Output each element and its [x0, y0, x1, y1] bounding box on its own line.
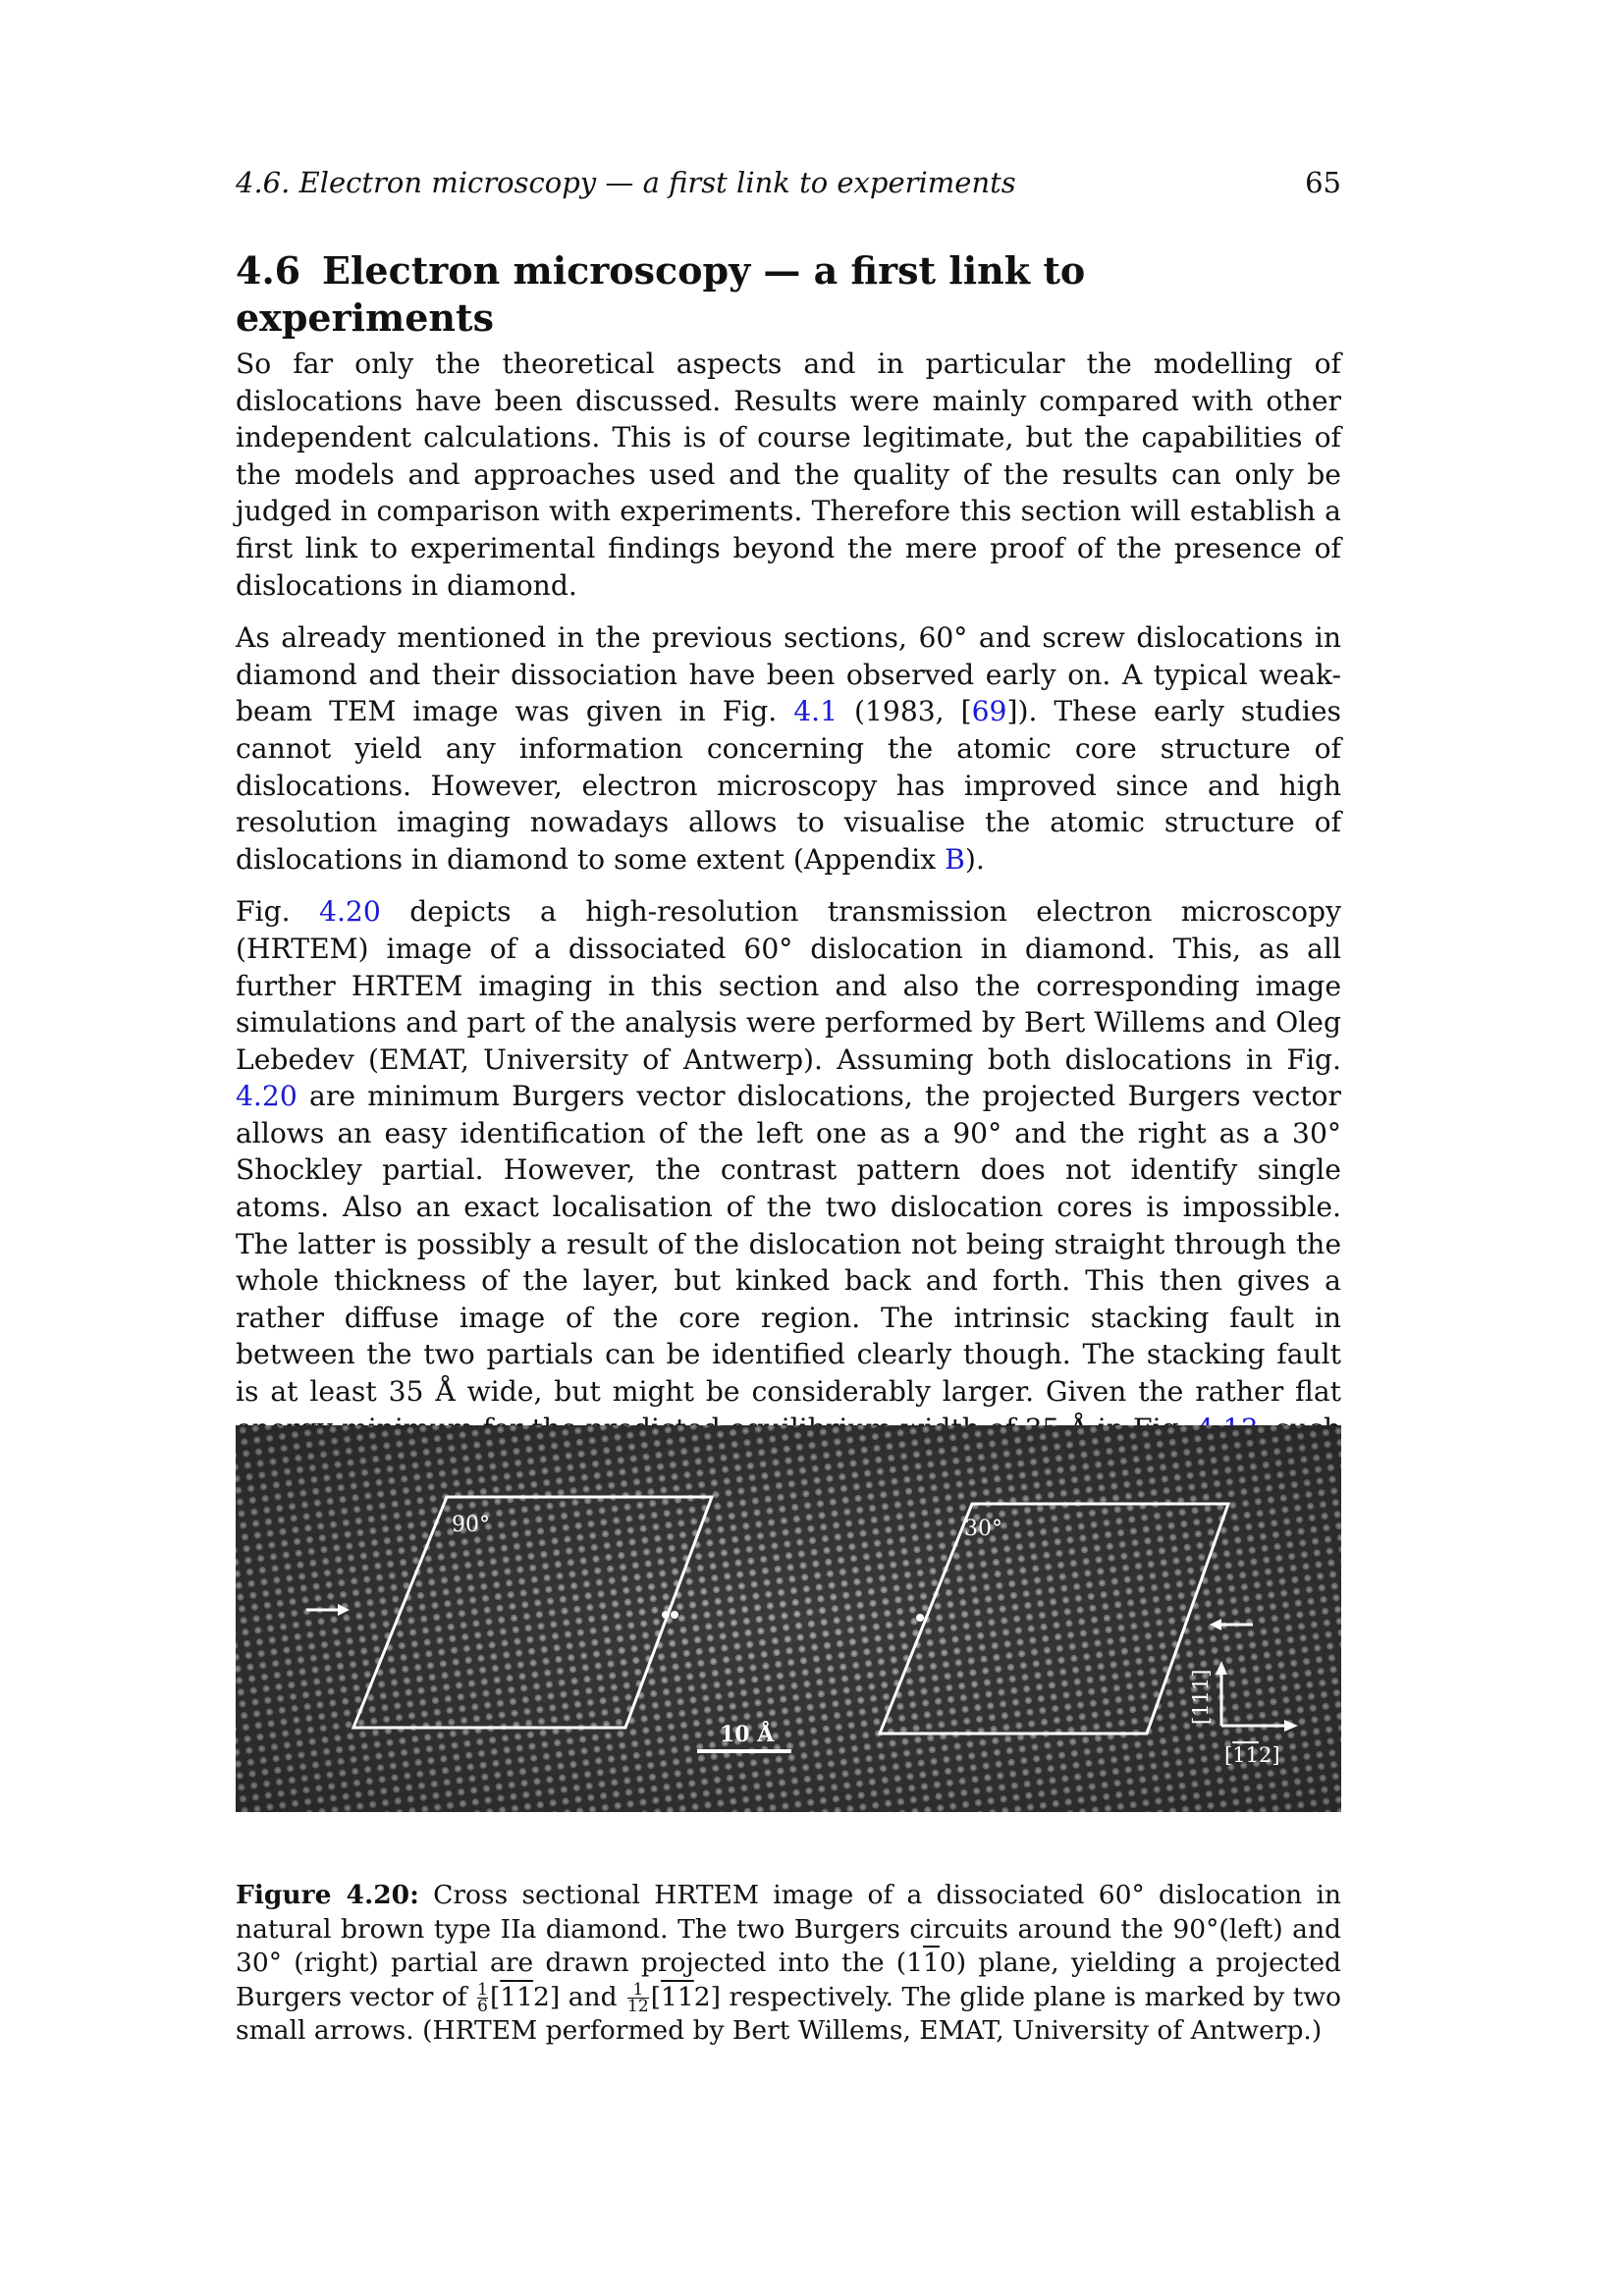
section-heading: [236, 247, 1341, 342]
ref-fig-4-1[interactable]: 4.1: [793, 695, 839, 728]
label-90-degree: 90°: [452, 1513, 490, 1537]
paragraph-3: Fig. 4.20 depicts a high-resolution transmission electron microscopy (HRTEM) image of a dissociated 60° dislocation in diamond. This, as all further HRTEM imaging in this section and also the corresponding image simulations and part of the analysis were performed by Bert Willems and Oleg Lebedev (EMAT, University of Antwerp). Assuming both dislocations in Fig. 4.20 are minimum Burgers vector dislocations, the projected Burgers vector allows an easy identification of the left one as a 90° and the right as a 30° Shockley partial. However, the contrast pattern does not identify single atoms. Also an exact localisation of the two dislocation cores is impossible. The latter is possibly a result of the dislocation not being straight through the whole thickness of the layer, but kinked back and forth. This then gives a rather diffuse image of the core region. The intrinsic stacking fault in between the two partials can be identified clearly though. The stacking fault is at least 35 Å wide, but might be considerably larger. Given the rather flat: [236, 893, 1341, 1484]
figure-caption: Figure 4.20: Cross sectional HRTEM image of a dissociated 60° dislocation in natural brown type IIa diamond. The two Burgers circuits around the 90°(left) and 30° (right) partial are drawn projected into the (110) plane, yielding a projected Burgers vector of $\frac{1}{6}$ [112] and $\frac{1}{12}$ [112] respectively. The glide plane is marked by two small arrows. (HRTEM performed by Bert Willems, EMAT, University of Antwerp.): [236, 1880, 1341, 2046]
axis-label-horizontal: [112]: [1224, 1743, 1280, 1767]
paragraph-1: So far only the theoretical aspects and in particular the modelling of dislocations have been discussed. Results were mainly compared with other independent calculations. This is of course legitimate, but the capabilities of the models and approaches used and the quality of the results can only be judged in comparison with experiments. Therefore this section will establish a first link to experimental findings beyond the mere proof of the presence of dislocations in diamond.: [236, 347, 1341, 602]
circuit-endpoint-left-b: [671, 1611, 678, 1619]
running-title: 4.6. Electron microscopy — a first link to experiments: [236, 166, 1016, 199]
ref-fig-4-20-b[interactable]: 4.20: [236, 1080, 298, 1113]
hrtem-figure: [236, 1425, 1341, 1812]
hrtem-image: [236, 1425, 1341, 1812]
label-30-degree: 30°: [964, 1517, 1002, 1541]
caption-label: Figure 4.20:: [236, 1880, 419, 1910]
body-text: [236, 346, 1341, 1500]
running-header: [236, 165, 1341, 200]
ref-fig-4-20-a[interactable]: 4.20: [319, 895, 381, 929]
ref-appendix-b[interactable]: B: [945, 842, 965, 876]
ref-citation-69[interactable]: 69: [971, 695, 1007, 728]
fraction-one-sixth: $\frac{1}{6}$: [477, 1980, 488, 2016]
scale-bar-label: 10 Å: [720, 1722, 775, 1747]
section-number: 4.6: [236, 248, 301, 293]
circuit-endpoint-left-a: [662, 1611, 670, 1619]
axis-label-vertical: [111]: [1189, 1669, 1213, 1725]
page-number: 65: [1305, 166, 1341, 199]
circuit-endpoint-right: [916, 1614, 924, 1622]
paragraph-2: As already mentioned in the previous sections, 60° and screw dislocations in diamond and their dissociation have been observed early on. A typical weak-beam TEM image was given in Fig. 4.1 (1983, [69]). These early studies cannot yield any information concerning the atomic core structure of dislocations. However, electron microscopy has improved since and high resolution imaging nowadays allows to visualise the atomic structure of dislocations in diamond to some extent (Appendix B).: [236, 621, 1342, 876]
fraction-one-twelfth: $\frac{1}{12}$: [627, 1980, 649, 2016]
section-title-text: Electron microscopy — a first link to experiments: [236, 248, 1086, 340]
